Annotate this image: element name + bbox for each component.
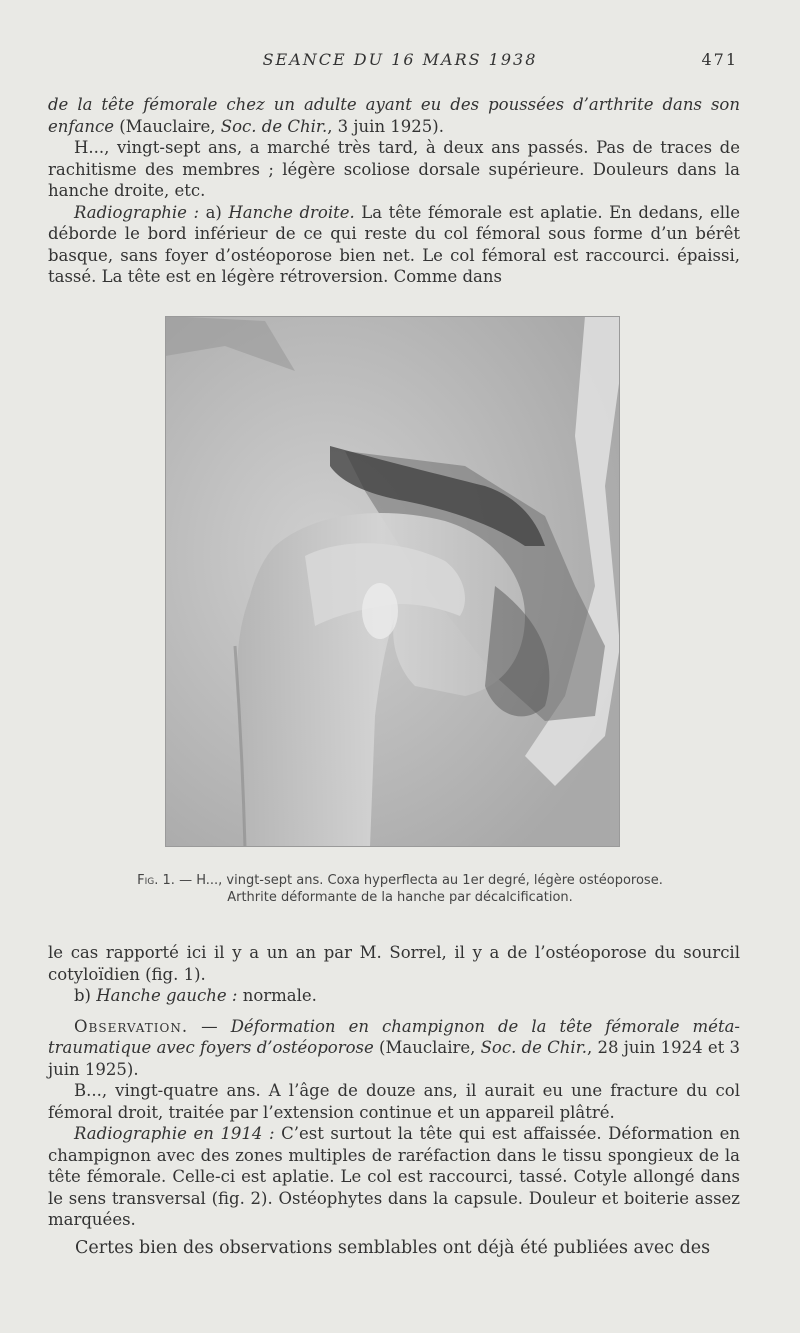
paragraph-radiography-h: [48, 202, 740, 288]
reference-journal: Soc. de Chir.: [220, 116, 328, 136]
reference-enfance: son enfance: [48, 95, 740, 136]
header-title: SEANCE DU 16 MARS 1938: [262, 50, 538, 69]
paragraph-case-h: H..., vingt-sept ans, a marché très tard, à deux ans passés. Pas de traces de rachitisme des membres ; légère scoliose dorsale supérieure. Douleurs dans la hanche droite, etc.: [48, 138, 740, 200]
radiography-b-text: C’est surtout la tête qui est affaissée. Déformation en champignon avec des zones multiples de raréfaction dans le tissu spongieux de la tête fémorale. Celle-ci est aplatie. Le col est raccourci, tassé. Cotyle allongé dans le sens transversal (fig. 2). Ostéophytes dans la capsule. Douleur et boiterie assez marquées.: [48, 1124, 741, 1229]
left-hip-item: b): [74, 986, 97, 1005]
observation-label: Observation.: [74, 1016, 189, 1036]
top-text-block: [48, 94, 740, 288]
paragraph-radiography-b: [48, 1123, 740, 1231]
caption-line-2: Arthrite déformante de la hanche par décalcification.: [227, 890, 573, 905]
radiography-item: a): [199, 202, 229, 222]
radiography-text: La tête fémorale est aplatie. En dedans, elle déborde le bord inférieur de ce qui reste du col fémoral sous forme d’un bérêt basque, sans foyer d’ostéoporose bien net. Le col fémoral est raccourci. épaissi, tassé. La tête est en légère rétroversion. Comme dans: [48, 202, 741, 286]
paragraph-reference: [48, 94, 740, 137]
figure-caption: [60, 872, 740, 906]
left-hip-label: Hanche gauche :: [96, 986, 238, 1005]
caption-fig-label: Fig. 1.: [137, 873, 175, 888]
observation-ref-journal: Soc. de Chir.: [480, 1038, 588, 1057]
observation-title: Déformation en champignon de la tête fémorale méta-traumatique avec foyers d’ostéoporose: [48, 1016, 740, 1057]
caption-line-1: [60, 872, 740, 889]
paragraph-continuation: le cas rapporté ici il y a un an par M. Sorrel, il y a de l’ostéoporose du sourcil cotyloïdien (fig. 1).: [48, 943, 740, 984]
paragraph-observation: [48, 1016, 740, 1081]
paragraph-case-b: B..., vingt-quatre ans. A l’âge de douze ans, il aurait eu une fracture du col fémoral droit, traitée par l’extension continue et un appareil plâtré.: [48, 1081, 740, 1122]
radiography-label: Radiographie :: [74, 202, 200, 222]
reference-date: , 3 juin 1925).: [327, 116, 444, 136]
radiography-side: Hanche droite.: [228, 202, 355, 222]
running-header: [0, 50, 800, 74]
final-line: Certes bien des observations semblables ont déjà été publiées avec des: [75, 1238, 711, 1258]
page-number: 471: [701, 50, 738, 69]
observation-ref-b: , 28 juin 1924 et 3 juin 1925).: [48, 1038, 741, 1079]
caption-text-1: — H..., vingt-sept ans. Coxa hyperflecta au 1er degré, légère ostéoporose.: [174, 873, 663, 888]
observation-ref-a: (Mauclaire,: [373, 1038, 481, 1057]
left-hip-text: normale.: [237, 986, 317, 1005]
bottom-text-block: [48, 942, 740, 1231]
reference-author: (Mauclaire,: [113, 116, 221, 136]
radiograph-image: [165, 316, 620, 847]
paragraph-left-hip: [48, 985, 740, 1007]
radiography-b-label: Radiographie en 1914 :: [74, 1124, 275, 1143]
observation-dash: —: [188, 1016, 231, 1036]
reference-line-1: de la tête fémorale chez un adulte ayant eu des poussées d’arthrite dans: [48, 95, 702, 114]
figure-radiograph: [165, 316, 620, 847]
